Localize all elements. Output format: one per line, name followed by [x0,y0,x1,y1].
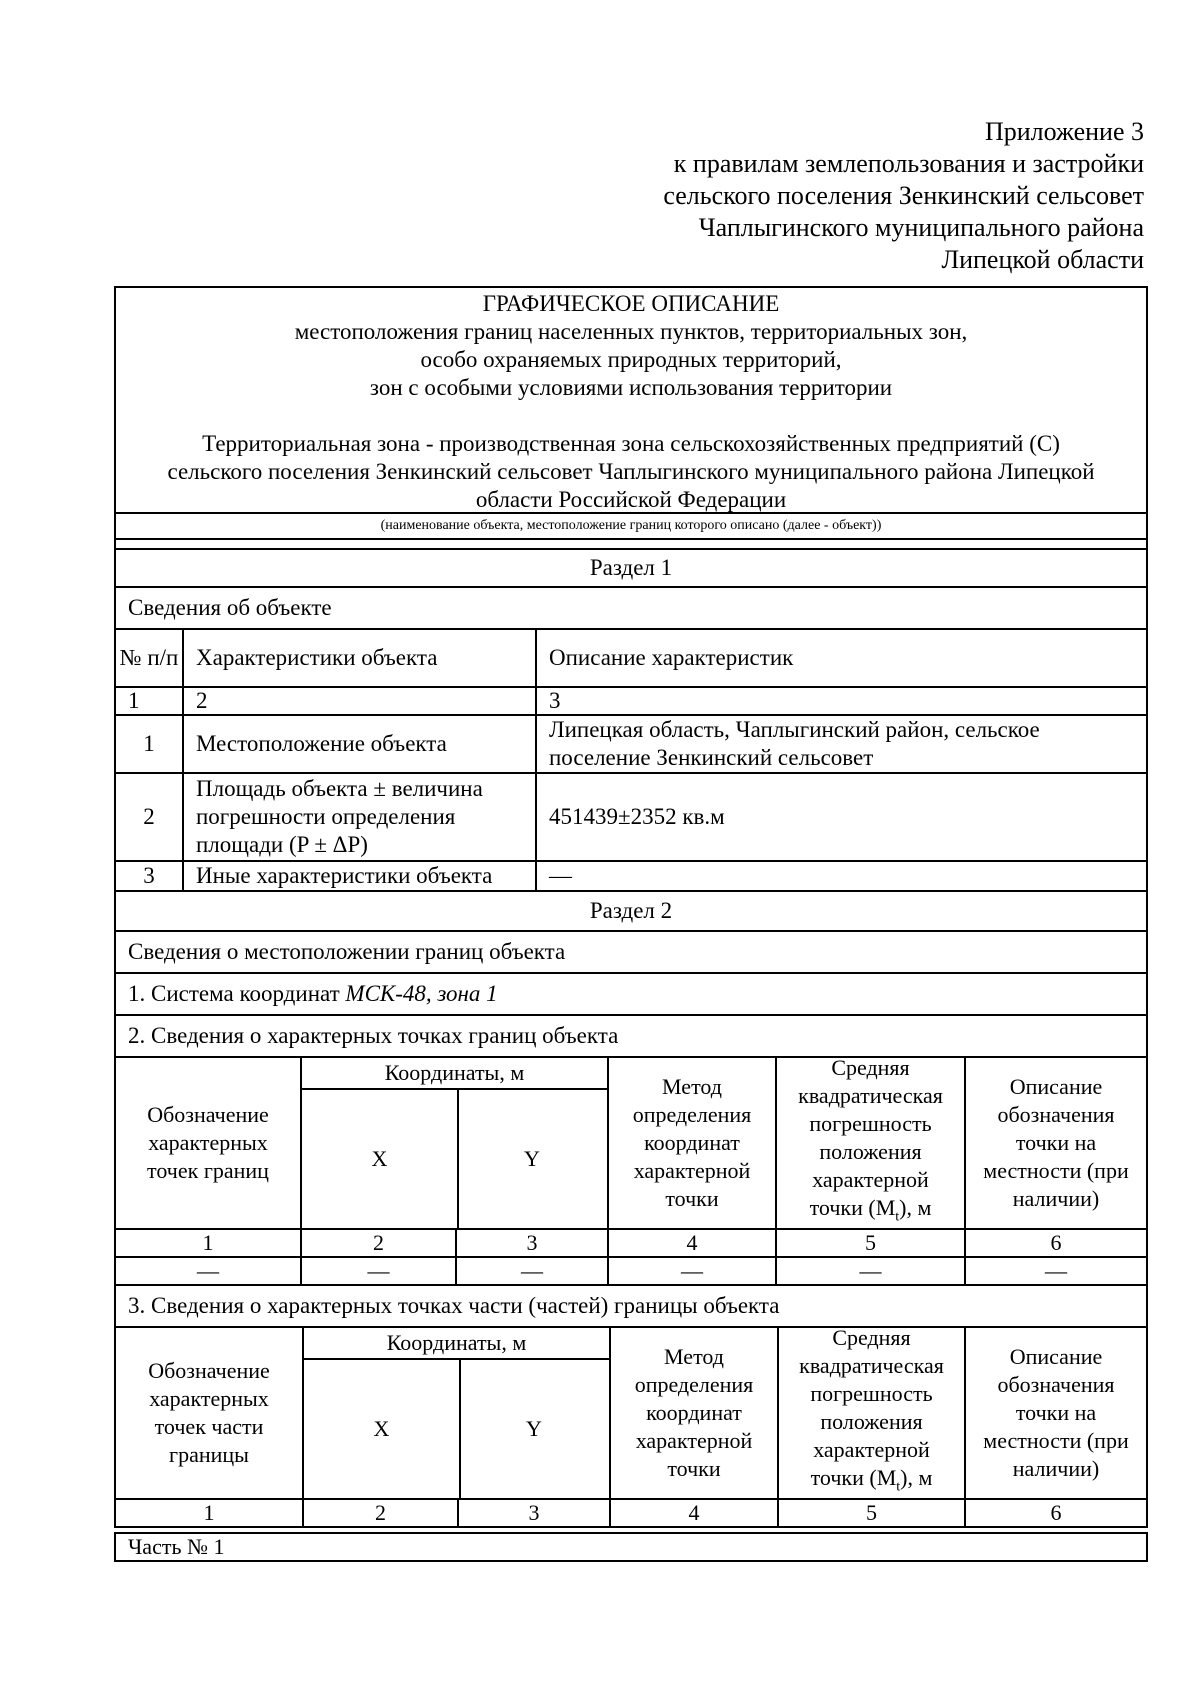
coords-header: Координаты, м [304,1328,609,1360]
appendix-line: Липецкой области [941,245,1144,274]
row-name: Площадь объекта ± величина погрешности определения площади (P ± ΔP) [184,774,537,860]
empty-cell: — [1045,1258,1067,1283]
part-label: Часть № 1 [114,1532,1148,1562]
table-row [114,862,1148,892]
col-number: 5 [777,1230,966,1256]
appendix-line: Чаплыгинского муниципального района [698,213,1144,242]
col-method: Метод определения координат характерной точки [609,1058,777,1228]
section1-heading: Сведения об объекте [114,588,1148,630]
section1-title: Раздел 1 [114,550,1148,588]
row-num: 1 [116,716,184,772]
subtitle-line: особо охраняемых природных территорий, [420,347,842,372]
col-number: 6 [1050,1500,1062,1525]
row-desc: Липецкая область, Чаплыгинский район, сельское поселение Зенкинский сельсовет [549,717,1040,770]
col-header-description: Описание характеристик [549,645,794,670]
object-note: (наименование объекта, местоположение границ которого описано (далее - объект)) [114,514,1148,540]
row-num: 2 [116,774,184,860]
document-title: ГРАФИЧЕСКОЕ ОПИСАНИЕ [482,291,780,316]
col-number: 2 [302,1230,457,1256]
section2-heading: Сведения о местоположении границ объекта [114,932,1148,974]
col-location-desc: Описание обозначения точки на местности (при наличии) [983,1344,1129,1481]
col-y: Y [526,1416,542,1441]
object-line: Территориальная зона - производственная зона сельскохозяйственных предприятий (С) [202,431,1060,456]
col-number: 4 [611,1500,779,1526]
appendix-line: к правилам землепользования и застройки [673,149,1144,178]
col-number: 3 [459,1500,611,1526]
table-row [114,716,1148,774]
title-block [114,286,1148,514]
section1-header-row [114,630,1148,688]
error-label: Средняя квадратическая погрешность положения характерной точки (M [799,1325,944,1491]
spacer-row [114,540,1148,550]
section2-title: Раздел 2 [114,892,1148,932]
table-row [114,1258,1148,1286]
error-subscript: t [896,1479,901,1495]
empty-cell: — [457,1258,609,1284]
col-y: Y [524,1146,540,1171]
error-tail: ), м [899,1195,932,1221]
col-x: X [304,1360,461,1498]
object-line: сельского поселения Зенкинский сельсовет Чаплыгинского муниципального района Липецкой [167,459,1095,484]
col-header-characteristics: Характеристики объекта [184,630,537,686]
appendix-line: Приложение 3 [984,117,1144,146]
section3-heading: 3. Сведения о характерных точках части (частей) границы объекта [114,1286,1148,1328]
col-number: 4 [609,1230,777,1256]
col-header-num: № п/п [116,630,184,686]
col-number: 3 [549,688,561,713]
col-part-point-designation: Обозначение характерных точек части границы [116,1328,304,1498]
points-table-header [114,1055,1148,1230]
col-location-desc: Описание обозначения точки на местности (при наличии) [983,1074,1129,1211]
row-desc: — [549,863,572,888]
empty-cell: — [116,1258,302,1284]
row-num: 3 [116,862,184,890]
col-number: 2 [304,1500,459,1526]
points-heading: 2. Сведения о характерных точках границ объекта [114,1016,1148,1058]
col-number: 2 [184,688,537,714]
row-name: Местоположение объекта [184,716,537,772]
error-label: Средняя квадратическая погрешность положения характерной точки (M [798,1055,943,1221]
error-subscript: t [895,1209,900,1225]
empty-cell: — [609,1258,777,1284]
section1-numbers-row [114,688,1148,716]
error-tail: ), м [900,1465,933,1491]
empty-cell: — [777,1258,966,1284]
appendix-line: сельского поселения Зенкинский сельсовет [663,181,1144,210]
object-line: области Российской Федерации [475,487,787,512]
col-number: 6 [1050,1230,1062,1255]
row-desc: 451439±2352 кв.м [549,804,725,829]
col-number: 1 [116,1230,302,1256]
points-numbers-row [114,1230,1148,1258]
col-method: Метод определения координат характерной точки [611,1328,779,1498]
col-number: 5 [779,1500,966,1526]
coord-system-label: 1. Система координат [128,981,340,1006]
col-error [779,1325,966,1498]
part-numbers-row [114,1500,1148,1528]
subtitle-line: зон с особыми условиями использования территории [369,375,893,400]
col-point-designation: Обозначение характерных точек границ [116,1058,302,1228]
col-number: 1 [116,688,184,714]
col-error [777,1055,966,1228]
coord-system-value: МСК-48, зона 1 [345,981,498,1006]
subtitle-line: местоположения границ населенных пунктов, территориальных зон, [294,319,968,344]
part-points-table-header [114,1325,1148,1500]
empty-cell: — [302,1258,457,1284]
coords-group [302,1058,609,1228]
appendix-header [663,116,1144,276]
row-name: Иные характеристики объекта [184,862,537,890]
table-row [114,774,1148,862]
coords-header: Координаты, м [302,1058,607,1090]
col-x: X [302,1090,459,1228]
col-number: 3 [457,1230,609,1256]
coord-system-row [114,974,1148,1016]
col-number: 1 [116,1500,304,1526]
coords-group [304,1328,611,1498]
